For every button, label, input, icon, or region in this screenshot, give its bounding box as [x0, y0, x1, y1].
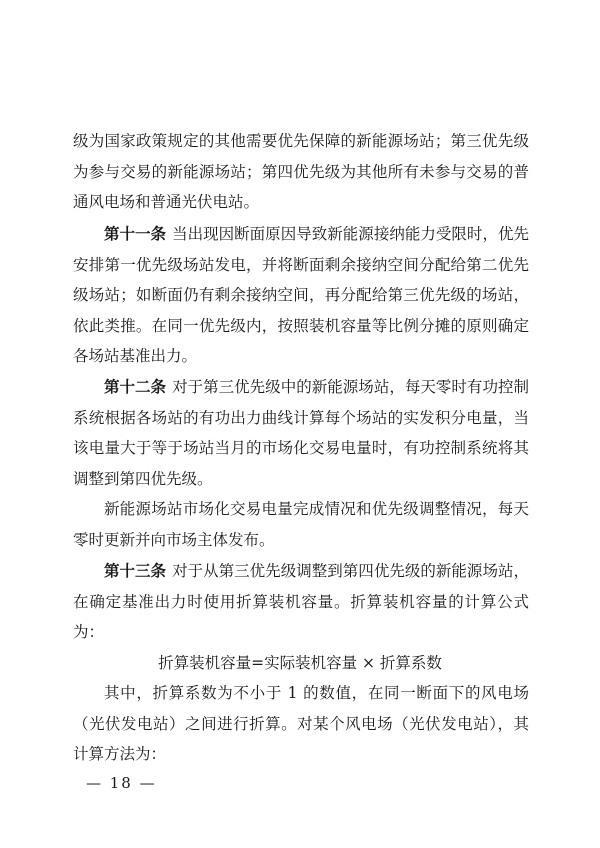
paragraph-text: 新能源场站市场化交易电量完成情况和优先级调整情况，每天零时更新并向市场主体发布。: [73, 500, 529, 549]
paragraph-publication: [73, 494, 529, 555]
article-heading: 第十一条: [104, 224, 167, 243]
paragraph-text: 当出现因断面原因导致新能源接纳能力受限时，优先安排第一优先级场站发电，并将断面剩余接纳空间分配给第二优先级场站；如断面仍有剩余接纳空间，再分配给第三优先级的场站，依此类推。在同一优先级内，按照装机容量等比例分摊的原则确定各场站基准出力。: [73, 225, 529, 365]
paragraph-text: 级为国家政策规定的其他需要优先保障的新能源场站；第三优先级为参与交易的新能源场站；第四优先级为其他所有未参与交易的普通风电场和普通光伏电站。: [73, 132, 529, 211]
page-number: — 18 —: [86, 774, 157, 792]
paragraph-priority-levels: [73, 126, 529, 218]
paragraph-article-11: [73, 219, 529, 372]
paragraph-text: 对于第三优先级中的新能源场站，每天零时有功控制系统根据各场站的有功出力曲线计算每个场站的实发积分电量，当该电量大于等于场站当月的市场化交易电量时，有功控制系统将其调整到第四优先级。: [73, 378, 529, 488]
formula-line: 折算装机容量=实际装机容量 × 折算系数: [158, 654, 442, 672]
paragraph-article-13: [73, 556, 529, 648]
article-heading: 第十二条: [104, 377, 167, 396]
article-heading: 第十三条: [104, 561, 167, 580]
paragraph-coefficient: [73, 678, 529, 770]
paragraph-text: 对于从第三优先级调整到第四优先级的新能源场站，在确定基准出力时使用折算装机容量。折算装机容量的计算公式为：: [73, 562, 529, 641]
paragraph-text: 其中，折算系数为不小于 1 的数值，在同一断面下的风电场（光伏发电站）之间进行折算。对某个风电场（光伏发电站），其计算方法为：: [73, 684, 529, 763]
paragraph-article-12: [73, 372, 529, 494]
